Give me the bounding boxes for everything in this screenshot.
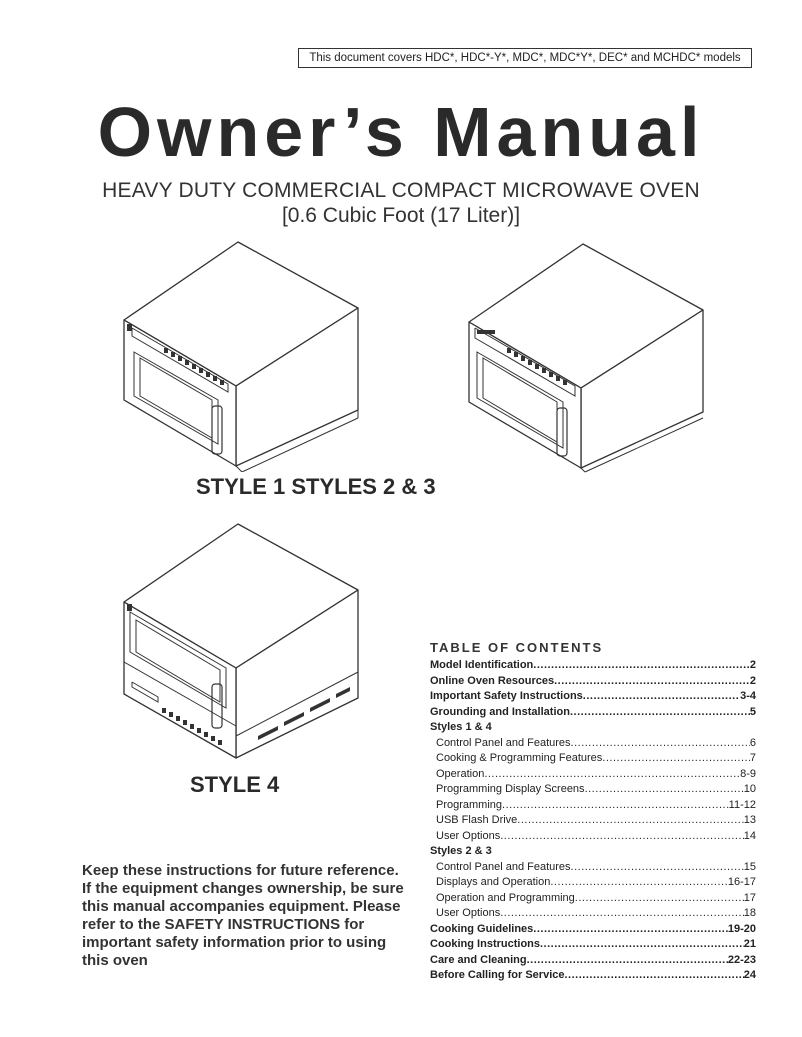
toc-entry bbox=[430, 875, 756, 891]
capacity-note: [0.6 Cubic Foot (17 Liter)] bbox=[281, 204, 521, 227]
toc-entry-title: Cooking Instructions bbox=[430, 938, 540, 950]
toc-entry-title: Displays and Operation bbox=[436, 876, 551, 888]
toc-entry-page: 8-9 bbox=[740, 767, 756, 780]
toc-entry bbox=[430, 782, 756, 798]
toc-leader-dots bbox=[554, 674, 750, 690]
toc-entry-page: 7 bbox=[749, 752, 756, 764]
toc-entry-title: Cooking Guidelines bbox=[430, 922, 534, 935]
toc-entry-page: 18 bbox=[743, 907, 756, 919]
toc-entry-page: 5 bbox=[749, 705, 756, 718]
toc-leader-dots bbox=[575, 891, 744, 907]
page-title: Owner’s Manual bbox=[97, 93, 705, 171]
toc-leader-dots bbox=[585, 782, 744, 798]
toc-leader-dots bbox=[570, 705, 750, 721]
toc-leader-dots bbox=[500, 829, 744, 845]
toc-entry-title: Operation bbox=[436, 767, 485, 780]
toc-entry bbox=[430, 922, 756, 938]
oven-style1-illustration bbox=[118, 240, 363, 472]
toc-entry-page: 6 bbox=[749, 736, 756, 749]
toc-entry bbox=[430, 891, 756, 907]
toc-entry bbox=[430, 798, 756, 814]
toc-leader-dots bbox=[517, 813, 743, 829]
toc-entry-page: 3-4 bbox=[740, 690, 756, 702]
toc-entry bbox=[430, 705, 756, 721]
toc-entry-page: 11-12 bbox=[728, 798, 756, 811]
keep-instructions-note: Keep these instructions for future reference. If the equipment changes ownership, be sure this manual accompanies equipment. Please refer to the SAFETY INSTRUCTIONS for important safety information prior to using this oven bbox=[82, 862, 404, 969]
toc-entry-title: USB Flash Drive bbox=[436, 814, 518, 826]
toc-leader-dots bbox=[602, 751, 750, 767]
toc-entry-page: 2 bbox=[749, 659, 756, 671]
toc-entry bbox=[430, 689, 756, 705]
toc-leader-dots bbox=[540, 937, 744, 953]
toc-leader-dots bbox=[571, 736, 750, 752]
toc-entry-title: Care and Cleaning bbox=[430, 953, 527, 966]
toc-entry-title: Control Panel and Features bbox=[436, 860, 571, 873]
toc-leader-dots bbox=[571, 860, 744, 876]
toc-entry-page: 19-20 bbox=[727, 922, 756, 935]
toc-section-heading: Styles 1 & 4 bbox=[430, 721, 492, 733]
page-subtitle: HEAVY DUTY COMMERCIAL COMPACT MICROWAVE OVEN bbox=[102, 179, 700, 202]
toc-entry-page: 15 bbox=[743, 860, 756, 873]
toc-entry-title: Online Oven Resources bbox=[430, 674, 555, 687]
toc-leader-dots bbox=[550, 875, 728, 891]
toc-entry bbox=[430, 751, 756, 767]
toc-entry-title: Operation and Programming bbox=[436, 891, 575, 904]
toc-entry bbox=[430, 968, 756, 984]
toc-entry-title: Important Safety Instructions bbox=[430, 690, 583, 702]
oven-style4-illustration bbox=[118, 522, 363, 762]
toc-entry bbox=[430, 813, 756, 829]
toc-entry-title: Programming bbox=[436, 798, 503, 811]
toc-list bbox=[430, 658, 756, 984]
toc-entry bbox=[430, 937, 756, 953]
toc-leader-dots bbox=[500, 906, 744, 922]
style-1-2-3-label: STYLE 1 STYLES 2 & 3 bbox=[196, 474, 436, 499]
toc-entry-page: 10 bbox=[743, 783, 756, 795]
toc-entry-title: Control Panel and Features bbox=[436, 736, 571, 749]
toc-entry bbox=[430, 829, 756, 845]
toc-entry-page: 2 bbox=[749, 674, 756, 687]
coverage-note: This document covers HDC*, HDC*-Y*, MDC*, MDC*Y*, DEC* and MCHDC* models bbox=[298, 48, 752, 68]
toc-leader-dots bbox=[565, 968, 744, 984]
toc-entry-page: 24 bbox=[743, 969, 756, 981]
toc-heading: TABLE OF CONTENTS bbox=[430, 640, 604, 655]
toc-entry-title: User Options bbox=[436, 829, 501, 842]
toc-entry bbox=[430, 953, 756, 969]
toc-entry-page: 16-17 bbox=[727, 876, 756, 888]
toc-section-heading: Styles 2 & 3 bbox=[430, 845, 492, 857]
toc-entry-page: 17 bbox=[743, 891, 756, 904]
toc-leader-dots bbox=[502, 798, 729, 814]
toc-leader-dots bbox=[533, 922, 728, 938]
toc-entry-page: 13 bbox=[743, 814, 756, 826]
toc-entry-page: 22-23 bbox=[727, 953, 756, 966]
style-4-label: STYLE 4 bbox=[190, 772, 280, 797]
toc-entry bbox=[430, 658, 756, 674]
toc-entry bbox=[430, 860, 756, 876]
toc-entry-page: 21 bbox=[743, 938, 756, 950]
toc-leader-dots bbox=[484, 767, 740, 783]
toc-entry-title: Programming Display Screens bbox=[436, 783, 585, 795]
toc-entry bbox=[430, 767, 756, 783]
toc-leader-dots bbox=[533, 658, 750, 674]
toc-entry-title: Grounding and Installation bbox=[430, 705, 570, 718]
toc-entry bbox=[430, 674, 756, 690]
toc-entry-title: Before Calling for Service bbox=[430, 969, 565, 981]
oven-style2-3-illustration bbox=[463, 242, 708, 474]
toc-leader-dots bbox=[527, 953, 728, 969]
toc-entry-title: Model Identification bbox=[430, 659, 534, 671]
toc-leader-dots bbox=[583, 689, 740, 705]
toc-entry-title: Cooking & Programming Features bbox=[436, 752, 603, 764]
toc-entry bbox=[430, 906, 756, 922]
toc-entry-title: User Options bbox=[436, 907, 501, 919]
table-of-contents bbox=[430, 640, 756, 984]
toc-entry bbox=[430, 736, 756, 752]
toc-entry-page: 14 bbox=[743, 829, 756, 842]
